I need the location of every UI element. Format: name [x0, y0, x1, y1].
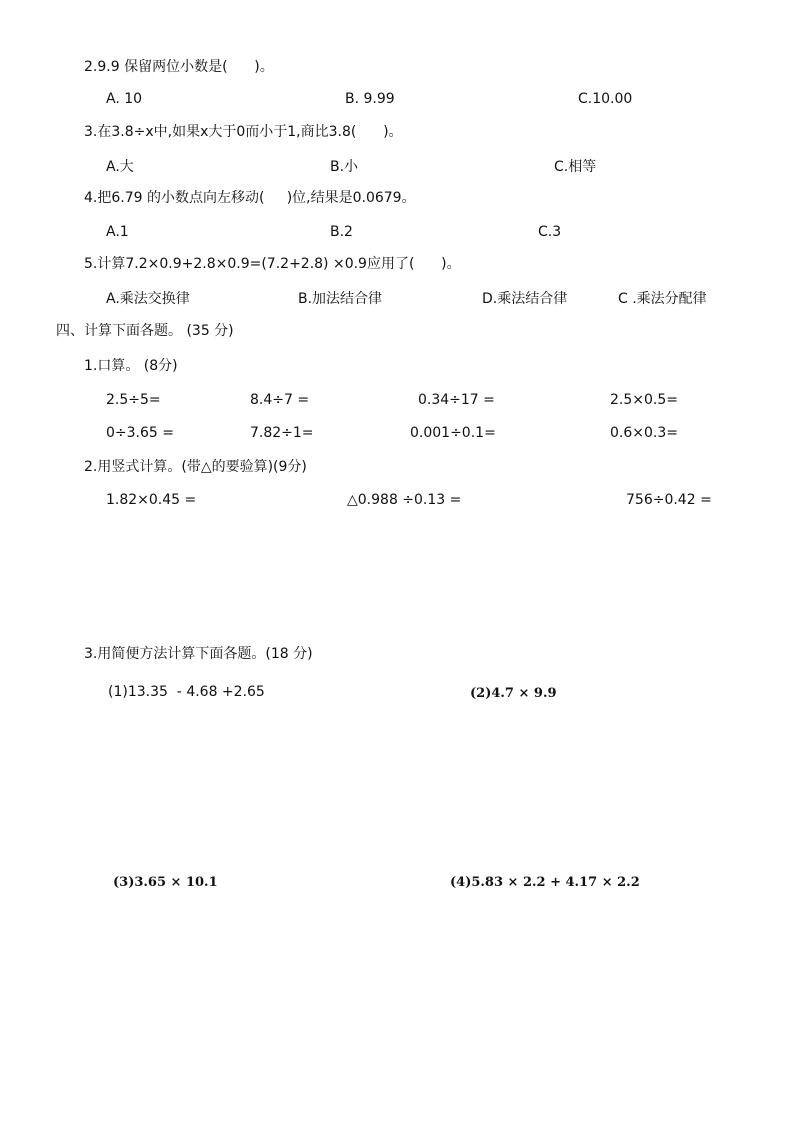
question-5-option-c: C .乘法分配律 — [618, 291, 707, 307]
question-4-stem: 4.把6.79 的小数点向左移动( )位,结果是0.0679。 — [84, 190, 416, 206]
simplify-calc-3: (3)3.65 × 10.1 — [113, 875, 218, 890]
question-2-option-c: C.10.00 — [578, 91, 633, 107]
question-2-option-b: B. 9.99 — [345, 91, 395, 107]
vertical-calc-2: △0.988 ÷0.13 = — [347, 492, 462, 508]
question-5-option-b: B.加法结合律 — [298, 291, 383, 307]
mental-math-5: 0÷3.65 = — [106, 425, 174, 441]
simplify-calc-1: (1)13.35 - 4.68 +2.65 — [108, 684, 265, 700]
question-4-option-b: B.2 — [330, 224, 353, 240]
part-1-title: 1.口算。 (8分) — [84, 358, 178, 374]
simplify-calc-2: (2)4.7 × 9.9 — [470, 686, 557, 701]
question-2-option-a: A. 10 — [106, 91, 143, 107]
vertical-calc-3: 756÷0.42 = — [626, 492, 712, 508]
mental-math-8: 0.6×0.3= — [610, 425, 678, 441]
question-4-option-a: A.1 — [106, 224, 129, 240]
question-2-stem: 2.9.9 保留两位小数是( )。 — [84, 59, 274, 75]
mental-math-3: 0.34÷17 = — [418, 392, 495, 408]
mental-math-1: 2.5÷5= — [106, 392, 161, 408]
question-4-option-c: C.3 — [538, 224, 562, 240]
part-2-title: 2.用竖式计算。(带△的要验算)(9分) — [84, 459, 307, 475]
question-3-option-b: B.小 — [330, 159, 359, 175]
question-5-option-a: A.乘法交换律 — [106, 291, 190, 307]
question-5-option-d: D.乘法结合律 — [482, 291, 568, 307]
mental-math-6: 7.82÷1= — [250, 425, 314, 441]
question-3-stem: 3.在3.8÷x中,如果x大于0而小于1,商比3.8( )。 — [84, 124, 403, 140]
question-3-option-a: A.大 — [106, 159, 134, 175]
question-5-stem: 5.计算7.2×0.9+2.8×0.9=(7.2+2.8) ×0.9应用了( )。 — [84, 256, 461, 272]
question-3-option-c: C.相等 — [554, 159, 597, 175]
mental-math-2: 8.4÷7 = — [250, 392, 310, 408]
mental-math-4: 2.5×0.5= — [610, 392, 678, 408]
vertical-calc-1: 1.82×0.45 = — [106, 492, 197, 508]
simplify-calc-4: (4)5.83 × 2.2 + 4.17 × 2.2 — [450, 875, 640, 890]
section-4-title: 四、计算下面各题。 (35 分) — [56, 323, 234, 339]
part-3-title: 3.用简便方法计算下面各题。(18 分) — [84, 646, 313, 662]
mental-math-7: 0.001÷0.1= — [410, 425, 496, 441]
